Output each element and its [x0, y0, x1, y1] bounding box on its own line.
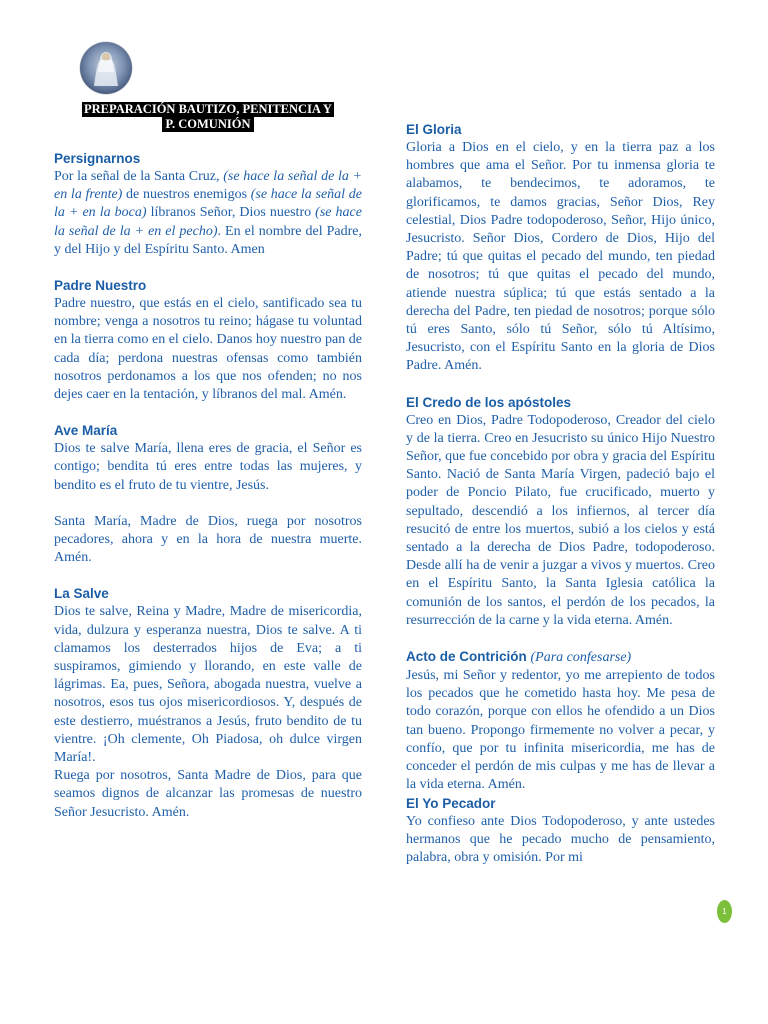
virgin-figure-icon — [80, 42, 132, 94]
text-run: . En el nombre del Padre, y del Hijo y del Espíritu Santo. Amen — [54, 223, 362, 257]
right-column — [406, 121, 715, 867]
prayer-text: Yo confieso ante Dios Todopoderoso, y ante ustedes hermanos que he pecado mucho de pensamiento, palabra, obra y omisión. Por mi — [406, 813, 715, 865]
title-line-2: P. COMUNIÓN — [162, 117, 255, 132]
page-number-badge: 1 — [717, 900, 732, 923]
title-line-1: PREPARACIÓN BAUTIZO, PENITENCIA Y — [82, 102, 334, 117]
prayer-text — [54, 168, 362, 259]
prayer-text: Dios te salve María, llena eres de gracia, el Señor es contigo; bendita tú eres entre todas las mujeres, y bendito es el fruto de tu vientre, Jesús. — [54, 441, 362, 493]
prayer-text: Ruega por nosotros, Santa Madre de Dios, para que seamos dignos de alcanzar las promesas de nuestro Señor Jesucristo. Amén. — [54, 768, 362, 820]
section-heading: Ave María — [54, 423, 118, 439]
document-title — [82, 102, 334, 132]
section-padre-nuestro — [54, 277, 362, 404]
section-heading: El Yo Pecador — [406, 795, 496, 811]
prayer-text: Dios te salve, Reina y Madre, Madre de misericordia, vida, dulzura y esperanza nuestra, Dios te salve. A ti clamamos los desterrados hijos de Eva; a ti suspiramos, gimiendo y llorando, en este valle de lágrimas. Ea, pues, Señora, abogada nuestra, vuelve a nosotros, esos tus ojos misericordiosos. Y, después de este destierro, muéstranos a Jesús, fruto bendito de tu vientre. ¡Oh clemente, Oh Piadosa, oh dulce virgen María!. — [54, 604, 362, 766]
instruction-text: (se hace la señal de la + en la boca) — [54, 187, 362, 221]
prayer-text: Gloria a Dios en el cielo, y en la tierra paz a los hombres que ama el Señor. Por tu inmensa gloria te alabamos, te bendecimos, te adoramos, te glorificamos, te damos gracias, Señor Dios, Rey celestial, Dios Padre todopoderoso, Señor, Hijo único, Jesucristo. Señor Dios, Cordero de Dios, Hijo del Padre; tú que quitas el pecado del mundo, ten piedad de nosotros; tú que quitas el pecado del mundo, atiende nuestra súplica; tú que estás sentado a la derecha del Padre, ten piedad de nosotros; porque sólo tú eres Santo, sólo tú Señor, sólo tú Altísimo, Jesucristo, con el Espíritu Santo en la gloria de Dios Padre. Amén. — [406, 140, 715, 374]
section-heading — [406, 648, 715, 667]
parish-logo-image — [80, 42, 132, 94]
instruction-text: (se hace la señal de la + en el pecho) — [54, 205, 362, 239]
heading-text: Acto de Contrición — [406, 649, 527, 665]
text-run: líbranos Señor, Dios nuestro — [146, 205, 316, 221]
text-run: de nuestros enemigos — [122, 187, 251, 203]
section-heading: Persignarnos — [54, 151, 141, 166]
prayer-text: Santa María, Madre de Dios, ruega por nosotros pecadores, ahora y en la hora de nuestra muerte. Amén. — [54, 513, 362, 566]
prayer-text: Creo en Dios, Padre Todopoderoso, Creador del cielo y de la tierra. Creo en Jesucristo su único Hijo Nuestro Señor, que fue concebido por obra y gracia del Espíritu Santo. Nació de Santa María Virgen, padeció bajo el poder de Poncio Pilato, fue crucificado, muerto y sepultado, descendió a los infiernos, al tercer día resucitó de entre los muertos, subió a los cielos y está sentado a la derecha de Dios Padre, todopoderoso. Desde allí ha de venir a juzgar a vivos y muertos. Creo en el Espíritu Santo, la Santa Iglesia católica la comunión de los santos, el perdón de los pecados, la resurrección de la carne y la vida eterna. Amén. — [406, 412, 715, 628]
section-heading: El Credo de los apóstoles — [406, 394, 572, 410]
instruction-text: (se hace la señal de la + en la frente) — [54, 169, 363, 203]
section-heading: El Gloria — [406, 122, 462, 137]
heading-note: (Para confesarse) — [530, 650, 632, 666]
section-acto-de-contricion — [406, 648, 715, 794]
section-la-salve — [54, 585, 362, 821]
prayer-text: Jesús, mi Señor y redentor, yo me arrepiento de todos los pecados que he cometido hasta hoy. Me pesa de todo corazón, porque con ellos he ofendido a un Dios tan bueno. Propongo firmemente no volver a pecar, y confío, que por tu infinita misericordia, me has de conceder el perdón de mis culpas y me has de llevar a la vida eterna. Amén. — [406, 668, 715, 793]
section-ave-maria — [54, 422, 362, 567]
section-heading: Padre Nuestro — [54, 278, 147, 294]
section-yo-pecador — [406, 795, 715, 868]
section-persignarnos — [54, 150, 362, 259]
prayer-text: Padre nuestro, que estás en el cielo, santificado sea tu nombre; venga a nosotros tu reino; hágase tu voluntad en la tierra como en el cielo. Danos hoy nuestro pan de cada día; perdona nuestras ofensas como también nosotros perdonamos a los que nos ofenden; no nos dejes caer en la tentación, y líbranos del mal. Amén. — [54, 296, 362, 403]
left-column — [54, 150, 362, 822]
section-gloria — [406, 121, 715, 376]
section-credo — [406, 394, 715, 630]
text-run: Por la señal de la Santa Cruz, — [54, 169, 224, 184]
section-heading: La Salve — [54, 586, 109, 602]
